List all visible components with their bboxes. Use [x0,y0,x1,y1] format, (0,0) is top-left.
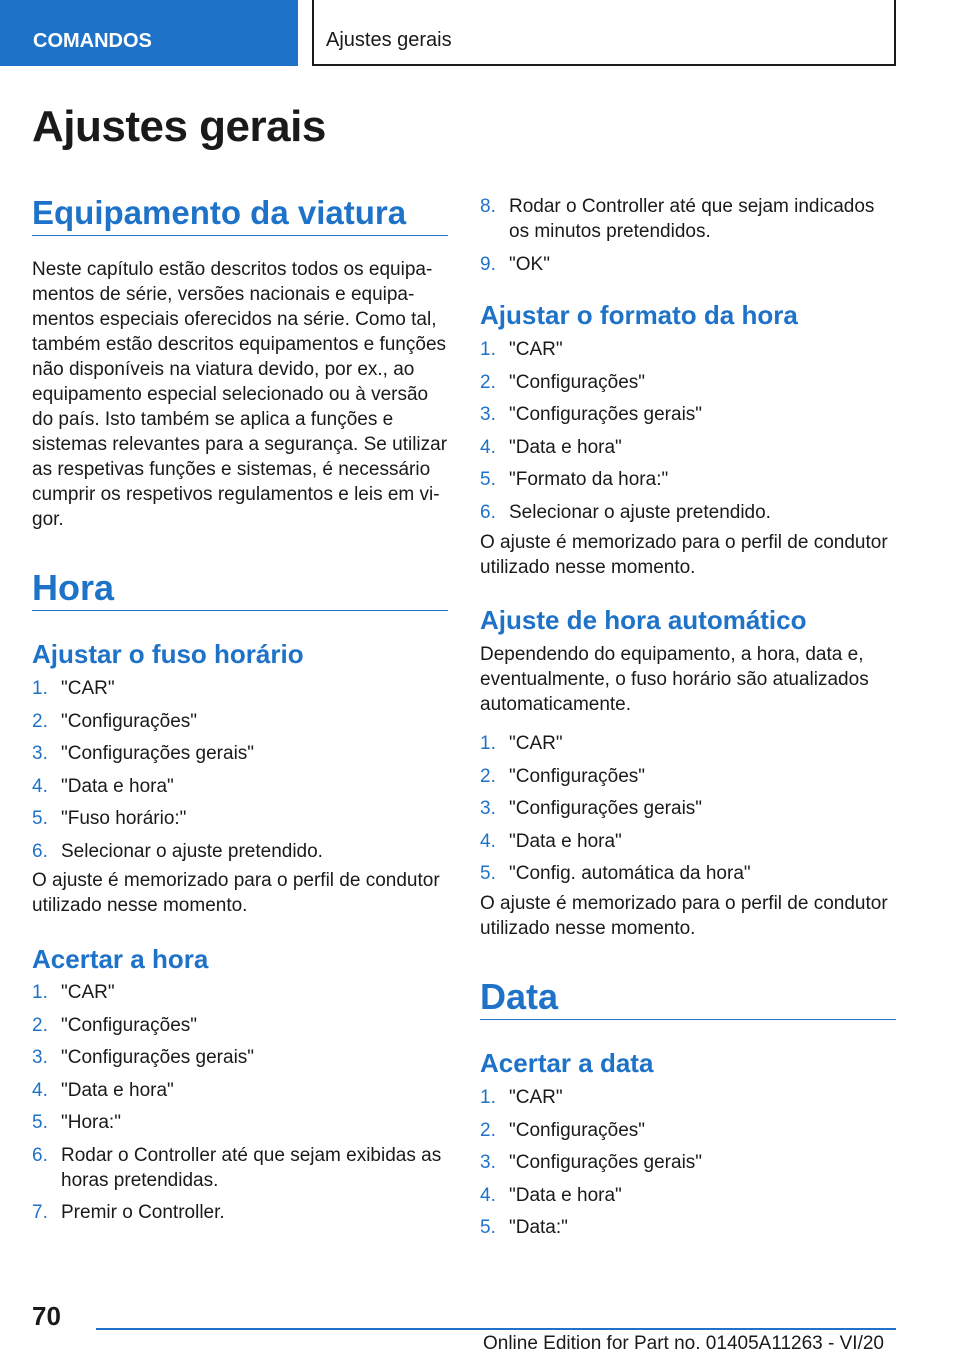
automatico-intro: Dependendo do equipamento, a hora, data e, eventualmente, o fuso horário são atualizados automaticamente. [480,644,869,715]
step-text: "CAR" [509,733,563,754]
step-number: 4. [480,830,496,852]
acertar-hora-steps-a [32,980,448,1233]
step-number: 8. [480,196,496,217]
step-item [32,709,448,734]
step-text: Premir o Controller. [61,1202,225,1223]
step-item [480,194,896,244]
step-item [32,774,448,799]
step-number: 4. [480,436,496,458]
step-number: 1. [480,1087,496,1108]
step-number: 2. [480,765,496,787]
step-item [32,1013,448,1038]
step-number: 1. [32,982,48,1003]
acertar-hora-steps-b [480,194,896,284]
fuso-note: O ajuste é memorizado para o perfil de condutor utilizado nesse momento. [32,870,440,916]
step-number: 1. [480,339,496,360]
step-item [480,435,896,460]
step-text: "CAR" [509,339,563,360]
step-text: Selecionar o ajuste pretendido. [509,501,771,523]
fuso-steps [32,676,448,871]
step-item [32,741,448,766]
step-item [480,337,896,362]
step-number: 1. [32,678,48,699]
step-item [32,806,448,831]
step-number: 2. [480,371,496,393]
heading-data: Data [480,977,896,1020]
step-text: "Data e hora" [509,830,622,852]
step-item [480,1118,896,1143]
page-number: 70 [32,1301,61,1331]
equipamento-text: Neste capítulo estão descritos todos os equipamentos de série, versões nacionais e equipamentos especiais oferecidos na série. Como tal, também estão descritos equipamentos e funções não disponíveis na viatura devido, por ex., ao equipamento especial selecionado ou à versão do país. Isto também se aplica a funções e sistemas relevantes para a segurança. Se utilizar as respetivas funções e sistemas, é necessário cumprir os respetivos regulamentos e leis em vigor. [32,259,448,530]
automatico-steps [480,731,896,894]
step-item [480,1085,896,1110]
step-number: 4. [32,1079,48,1101]
step-text: "Fuso horário:" [61,808,187,829]
step-text: Selecionar o ajuste pretendido. [61,840,323,862]
step-number: 5. [480,863,496,884]
step-number: 6. [32,1144,48,1166]
step-number: 2. [480,1119,496,1141]
step-text: "Configurações" [509,1119,646,1141]
step-item [480,500,896,525]
step-number: 4. [32,775,48,797]
step-item [480,467,896,492]
footer-divider [96,1328,896,1330]
step-number: 3. [480,798,496,819]
heading-formato-hora: Ajustar o formato da hora [480,300,798,330]
step-number: 3. [480,404,496,425]
step-text: "CAR" [61,678,115,699]
step-text: "Data e hora" [509,436,622,458]
step-text: "Data e hora" [509,1184,622,1206]
step-text: "Config. automática da hora" [509,863,751,884]
formato-steps [480,337,896,532]
step-item [32,980,448,1005]
heading-acertar-data: Acertar a data [480,1048,654,1078]
step-item [480,1150,896,1175]
page-title: Ajustes gerais [32,102,326,151]
step-text: "Configurações" [61,710,198,732]
heading-equipamento: Equipamento da viatura [32,193,448,236]
heading-hora-automatico: Ajuste de hora automático [480,605,807,635]
step-item [480,764,896,789]
heading-hora: Hora [32,568,448,611]
step-number: 2. [32,710,48,732]
heading-fuso-horario: Ajustar o fuso horário [32,639,304,669]
step-number: 7. [32,1202,48,1223]
step-text: "Configurações gerais" [509,404,703,425]
formato-note: O ajuste é memorizado para o perfil de condutor utilizado nesse momento. [480,532,888,578]
step-number: 1. [480,733,496,754]
step-item [480,796,896,821]
step-number: 5. [480,1217,496,1238]
step-number: 2. [32,1014,48,1036]
step-text: Rodar o Controller até que sejam indicados os minutos pretendidos. [509,196,875,242]
step-item [480,252,896,277]
step-item [480,861,896,886]
step-item [32,839,448,864]
step-number: 6. [480,501,496,523]
step-item [32,1110,448,1135]
step-number: 5. [480,469,496,490]
step-text: Rodar o Controller até que sejam exibidas as horas pretendidas. [61,1144,442,1191]
step-number: 4. [480,1184,496,1206]
step-text: "Formato da hora:" [509,469,669,490]
step-number: 9. [480,253,496,275]
step-item [32,1143,448,1193]
step-number: 5. [32,1112,48,1133]
step-number: 6. [32,840,48,862]
automatico-note: O ajuste é memorizado para o perfil de condutor utilizado nesse momento. [480,893,888,939]
step-item [32,1078,448,1103]
chapter-tab[interactable]: Ajustes gerais [312,0,896,66]
step-text: "Configurações" [61,1014,198,1036]
step-item [480,1215,896,1240]
step-item [32,1200,448,1225]
step-number: 3. [32,1047,48,1068]
step-text: "Hora:" [61,1112,121,1133]
step-item [32,676,448,701]
step-text: "Data e hora" [61,775,174,797]
step-text: "Configurações gerais" [509,798,703,819]
step-text: "Configurações" [509,765,646,787]
step-text: "CAR" [61,982,115,1003]
step-text: "OK" [509,253,550,275]
step-number: 5. [32,808,48,829]
step-text: "Configurações gerais" [509,1152,703,1173]
step-number: 3. [32,743,48,764]
step-item [480,370,896,395]
step-item [32,1045,448,1070]
step-item [480,1183,896,1208]
step-text: "Configurações" [509,371,646,393]
step-text: "Data e hora" [61,1079,174,1101]
step-item [480,731,896,756]
step-text: "Data:" [509,1217,568,1238]
step-item [480,402,896,427]
acertar-data-steps [480,1085,896,1248]
step-text: "Configurações gerais" [61,1047,255,1068]
step-text: "CAR" [509,1087,563,1108]
step-item [480,829,896,854]
footer-edition: Online Edition for Part no. 01405A11263 - VI/20 [482,1333,884,1354]
step-text: "Configurações gerais" [61,743,255,764]
step-number: 3. [480,1152,496,1173]
section-tab[interactable]: COMANDOS [0,0,298,66]
heading-acertar-hora: Acertar a hora [32,944,209,974]
